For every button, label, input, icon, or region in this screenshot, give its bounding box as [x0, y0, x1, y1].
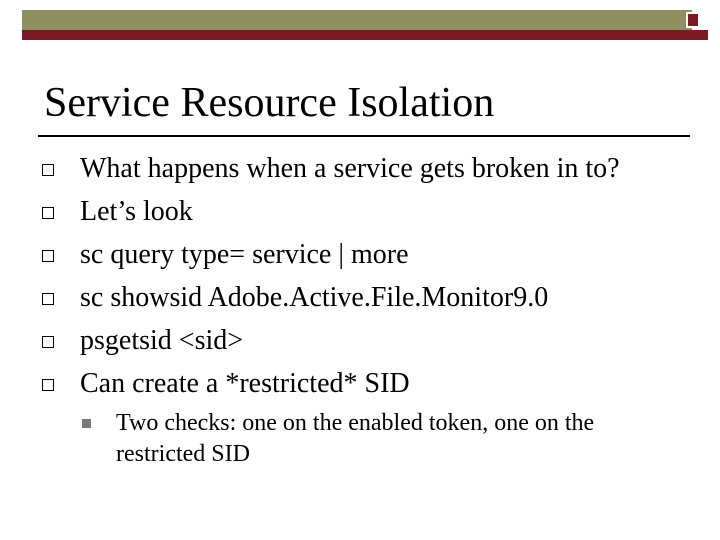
bullet-text: Let’s look — [80, 196, 193, 227]
hollow-square-icon — [42, 250, 54, 262]
top-accent-band — [22, 30, 708, 40]
hollow-square-icon — [42, 164, 54, 176]
hollow-square-icon — [42, 207, 54, 219]
bullet-text: sc query type= service | more — [80, 239, 409, 270]
bullet-text: sc showsid Adobe.Active.File.Monitor9.0 — [80, 282, 549, 313]
slide-title: Service Resource Isolation — [44, 80, 495, 126]
title-divider — [38, 135, 690, 137]
filled-square-icon — [82, 419, 91, 428]
sub-bullet-text: Two checks: one on the enabled token, one on the restricted SID — [116, 410, 595, 467]
bullet-item — [0, 150, 720, 193]
bullet-item — [0, 365, 720, 408]
bullet-item — [0, 322, 720, 365]
hollow-square-icon — [42, 336, 54, 348]
bullet-text: Can create a *restricted* SID — [80, 368, 410, 399]
corner-square-decoration — [686, 12, 700, 28]
bullet-list — [0, 150, 720, 408]
bullet-text: What happens when a service gets broken in to? — [80, 153, 620, 184]
bullet-item — [0, 193, 720, 236]
bullet-item — [0, 279, 720, 322]
hollow-square-icon — [42, 379, 54, 391]
bullet-text: psgetsid <sid> — [80, 325, 244, 356]
top-decorative-band — [22, 10, 692, 30]
hollow-square-icon — [42, 293, 54, 305]
bullet-item — [0, 236, 720, 279]
